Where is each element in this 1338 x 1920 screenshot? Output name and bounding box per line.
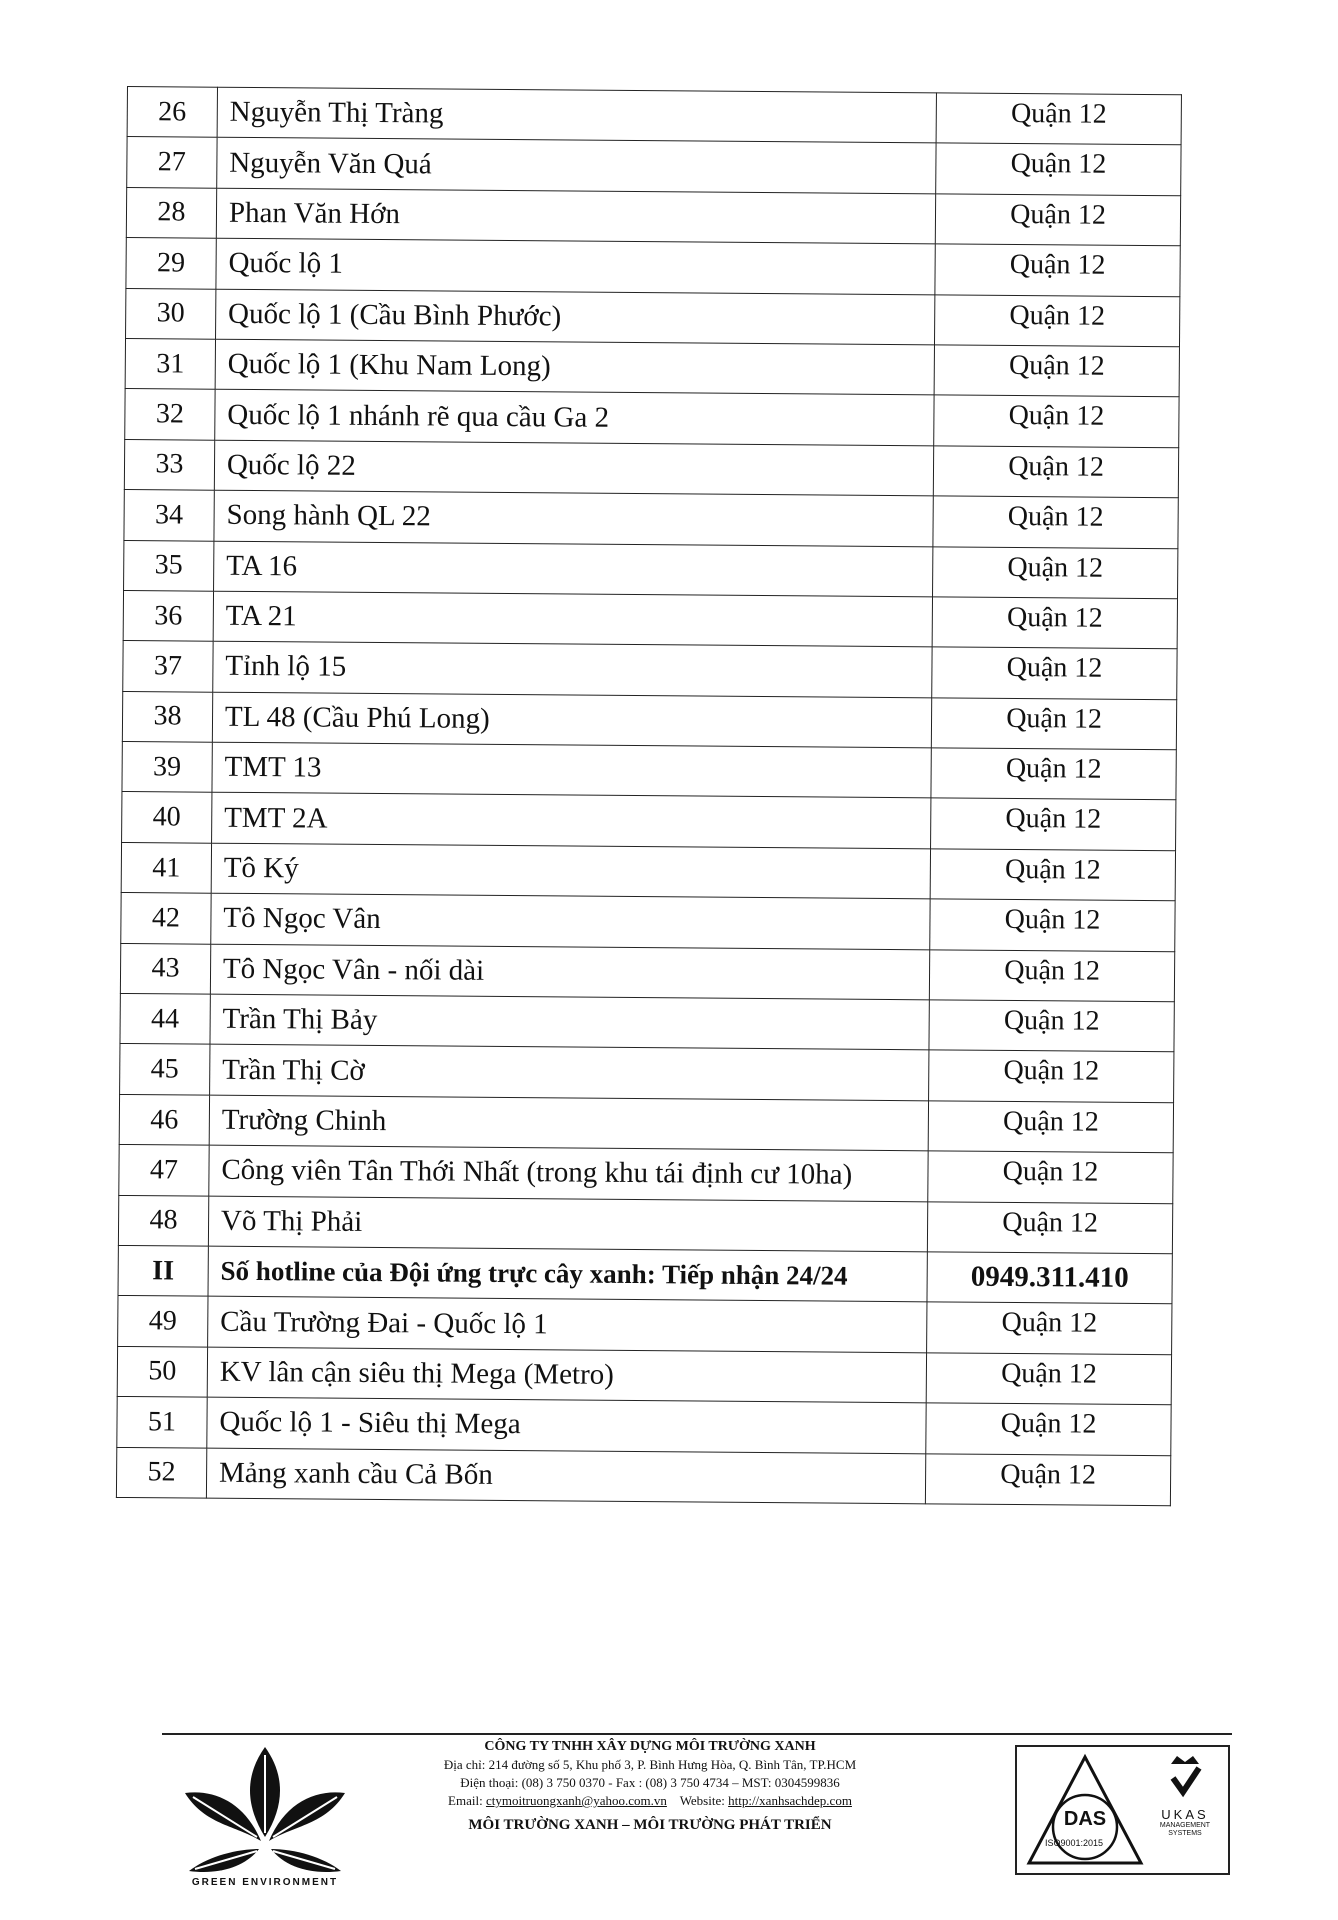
street-name: Trường Chinh bbox=[209, 1095, 929, 1151]
street-name: Võ Thị Phải bbox=[208, 1196, 928, 1252]
district: Quận 12 bbox=[934, 395, 1179, 447]
company-contact bbox=[380, 1792, 920, 1810]
row-number: 50 bbox=[117, 1346, 207, 1397]
row-number: 30 bbox=[126, 288, 216, 339]
row-number: 36 bbox=[123, 590, 213, 641]
street-name: Tô Ký bbox=[211, 843, 931, 899]
street-name: TA 21 bbox=[213, 591, 933, 647]
district: Quận 12 bbox=[935, 244, 1180, 296]
email-link[interactable]: ctymoitruongxanh@yahoo.com.vn bbox=[485, 1793, 667, 1808]
street-name: Phan Văn Hớn bbox=[216, 188, 936, 244]
district: Quận 12 bbox=[929, 1000, 1174, 1052]
row-number: 51 bbox=[117, 1397, 207, 1448]
row-number: 33 bbox=[124, 439, 214, 490]
district: Quận 12 bbox=[926, 1403, 1171, 1455]
street-name: Tỉnh lộ 15 bbox=[213, 641, 933, 697]
district: Quận 12 bbox=[930, 849, 1175, 901]
row-number: 34 bbox=[124, 490, 214, 541]
district: Quận 12 bbox=[929, 949, 1174, 1001]
company-slogan: MÔI TRƯỜNG XANH – MÔI TRƯỜNG PHÁT TRIỂN bbox=[468, 1817, 832, 1833]
website-label: Website: bbox=[679, 1793, 725, 1808]
row-number: 49 bbox=[118, 1296, 208, 1347]
row-number: 46 bbox=[119, 1094, 209, 1145]
district: Quận 12 bbox=[934, 345, 1179, 397]
table-body bbox=[116, 87, 1181, 1506]
street-name: TA 16 bbox=[213, 541, 933, 597]
table-row bbox=[117, 1397, 1171, 1456]
street-name: TL 48 (Cầu Phú Long) bbox=[212, 692, 932, 748]
street-name: Quốc lộ 1 bbox=[216, 238, 936, 294]
footer-divider bbox=[162, 1733, 1232, 1735]
district: Quận 12 bbox=[935, 294, 1180, 346]
street-name: Công viên Tân Thới Nhất (trong khu tái định cư 10ha) bbox=[209, 1145, 929, 1201]
street-name: Quốc lộ 1 nhánh rẽ qua cầu Ga 2 bbox=[215, 390, 935, 446]
company-address: Địa chỉ: 214 đường số 5, Khu phố 3, P. Bình Hưng Hòa, Q. Bình Tân, TP.HCM bbox=[443, 1757, 857, 1772]
ukas-mark bbox=[1145, 1752, 1225, 1838]
district: Quận 12 bbox=[925, 1453, 1170, 1505]
district: Quận 12 bbox=[933, 546, 1178, 598]
district: Quận 12 bbox=[931, 798, 1176, 850]
table-row bbox=[121, 893, 1175, 952]
ukas-label: UKAS bbox=[1161, 1807, 1209, 1822]
district: 0949.311.410 bbox=[927, 1252, 1172, 1304]
district: Quận 12 bbox=[926, 1353, 1171, 1405]
row-number: 43 bbox=[120, 943, 210, 994]
table-row bbox=[122, 792, 1176, 851]
table-row bbox=[124, 490, 1178, 549]
table-row bbox=[122, 691, 1176, 750]
leaf-logo-icon bbox=[185, 1745, 345, 1875]
district: Quận 12 bbox=[933, 446, 1178, 498]
street-name: Cầu Trường Đai - Quốc lộ 1 bbox=[208, 1297, 928, 1353]
table-row bbox=[126, 238, 1180, 297]
das-mark: DAS bbox=[1063, 1808, 1107, 1830]
street-name: Nguyễn Văn Quá bbox=[217, 138, 937, 194]
ukas-sub: MANAGEMENT SYSTEMS bbox=[1159, 1822, 1211, 1837]
street-name: TMT 2A bbox=[211, 793, 931, 849]
row-number: 38 bbox=[122, 691, 212, 742]
table-row bbox=[116, 1447, 1170, 1506]
company-name: CÔNG TY TNHH XÂY DỰNG MÔI TRƯỜNG XANH bbox=[484, 1739, 816, 1754]
district: Quận 12 bbox=[936, 93, 1181, 145]
street-name: TMT 13 bbox=[212, 742, 932, 798]
street-name: KV lân cận siêu thị Mega (Metro) bbox=[207, 1347, 927, 1403]
row-number: 48 bbox=[118, 1195, 208, 1246]
table-row bbox=[125, 338, 1179, 397]
district: Quận 12 bbox=[935, 194, 1180, 246]
district: Quận 12 bbox=[932, 597, 1177, 649]
table-row bbox=[127, 87, 1181, 146]
street-name: Quốc lộ 1 (Cầu Bình Phước) bbox=[215, 289, 935, 345]
district: Quận 12 bbox=[927, 1302, 1172, 1354]
district: Quận 12 bbox=[931, 748, 1176, 800]
row-number: 40 bbox=[122, 792, 212, 843]
website-link[interactable]: http://xanhsachdep.com bbox=[728, 1793, 852, 1808]
table-row bbox=[119, 1145, 1173, 1204]
street-name: Quốc lộ 22 bbox=[214, 440, 934, 496]
district: Quận 12 bbox=[929, 1050, 1174, 1102]
section-row bbox=[118, 1245, 1172, 1304]
table-row bbox=[123, 641, 1177, 700]
street-name: Nguyễn Thị Tràng bbox=[217, 87, 937, 143]
table-row bbox=[124, 439, 1178, 498]
email-label: Email: bbox=[448, 1793, 483, 1808]
table-row bbox=[118, 1195, 1172, 1254]
table-row bbox=[122, 742, 1176, 801]
street-name: Trần Thị Cờ bbox=[209, 1045, 929, 1101]
row-number: 26 bbox=[127, 87, 217, 138]
district: Quận 12 bbox=[928, 1101, 1173, 1153]
district: Quận 12 bbox=[930, 899, 1175, 951]
crown-check-icon bbox=[1165, 1752, 1205, 1802]
row-number: 44 bbox=[120, 994, 210, 1045]
district: Quận 12 bbox=[933, 496, 1178, 548]
table-row bbox=[118, 1296, 1172, 1355]
table-row bbox=[117, 1346, 1171, 1405]
row-number: 31 bbox=[125, 338, 215, 389]
table-row bbox=[120, 994, 1174, 1053]
table-row bbox=[120, 1044, 1174, 1103]
row-number: 47 bbox=[119, 1145, 209, 1196]
row-number: 42 bbox=[121, 893, 211, 944]
table-row bbox=[125, 389, 1179, 448]
row-number: 39 bbox=[122, 742, 212, 793]
row-number: 29 bbox=[126, 238, 216, 289]
row-number: 27 bbox=[127, 137, 217, 188]
row-number: 52 bbox=[116, 1447, 206, 1498]
row-number: 45 bbox=[120, 1044, 210, 1095]
table-row bbox=[123, 590, 1177, 649]
table-row bbox=[126, 187, 1180, 246]
iso-cert-icon bbox=[1025, 1753, 1145, 1868]
street-name: Quốc lộ 1 (Khu Nam Long) bbox=[215, 339, 935, 395]
row-number: 28 bbox=[126, 187, 216, 238]
logo-text: GREEN ENVIRONMENT bbox=[191, 1877, 339, 1888]
street-name: Số hotline của Đội ứng trực cây xanh: Tiếp nhận 24/24 bbox=[208, 1246, 928, 1302]
street-name: Song hành QL 22 bbox=[214, 490, 934, 546]
table-row bbox=[120, 943, 1174, 1002]
row-number: II bbox=[118, 1245, 208, 1296]
table-row bbox=[121, 842, 1175, 901]
street-name: Quốc lộ 1 - Siêu thị Mega bbox=[207, 1397, 927, 1453]
street-name: Mảng xanh cầu Cả Bốn bbox=[206, 1448, 926, 1504]
company-phone: Điện thoại: (08) 3 750 0370 - Fax : (08) 3 750 4734 – MST: 0304599836 bbox=[460, 1775, 840, 1790]
district: Quận 12 bbox=[928, 1151, 1173, 1203]
district: Quận 12 bbox=[932, 647, 1177, 699]
row-number: 37 bbox=[123, 641, 213, 692]
table-row bbox=[124, 540, 1178, 599]
row-number: 41 bbox=[121, 842, 211, 893]
street-name: Tô Ngọc Vân bbox=[211, 893, 931, 949]
table-row bbox=[127, 137, 1181, 196]
row-number: 32 bbox=[125, 389, 215, 440]
iso-label: ISO9001:2015 bbox=[1045, 1838, 1104, 1848]
district: Quận 12 bbox=[927, 1201, 1172, 1253]
street-name: Trần Thị Bảy bbox=[210, 994, 930, 1050]
district: Quận 12 bbox=[936, 143, 1181, 195]
table-row bbox=[126, 288, 1180, 347]
table-row bbox=[119, 1094, 1173, 1153]
streets-table bbox=[116, 86, 1182, 1506]
company-info bbox=[380, 1738, 920, 1834]
district: Quận 12 bbox=[931, 698, 1176, 750]
street-name: Tô Ngọc Vân - nối dài bbox=[210, 944, 930, 1000]
row-number: 35 bbox=[124, 540, 214, 591]
